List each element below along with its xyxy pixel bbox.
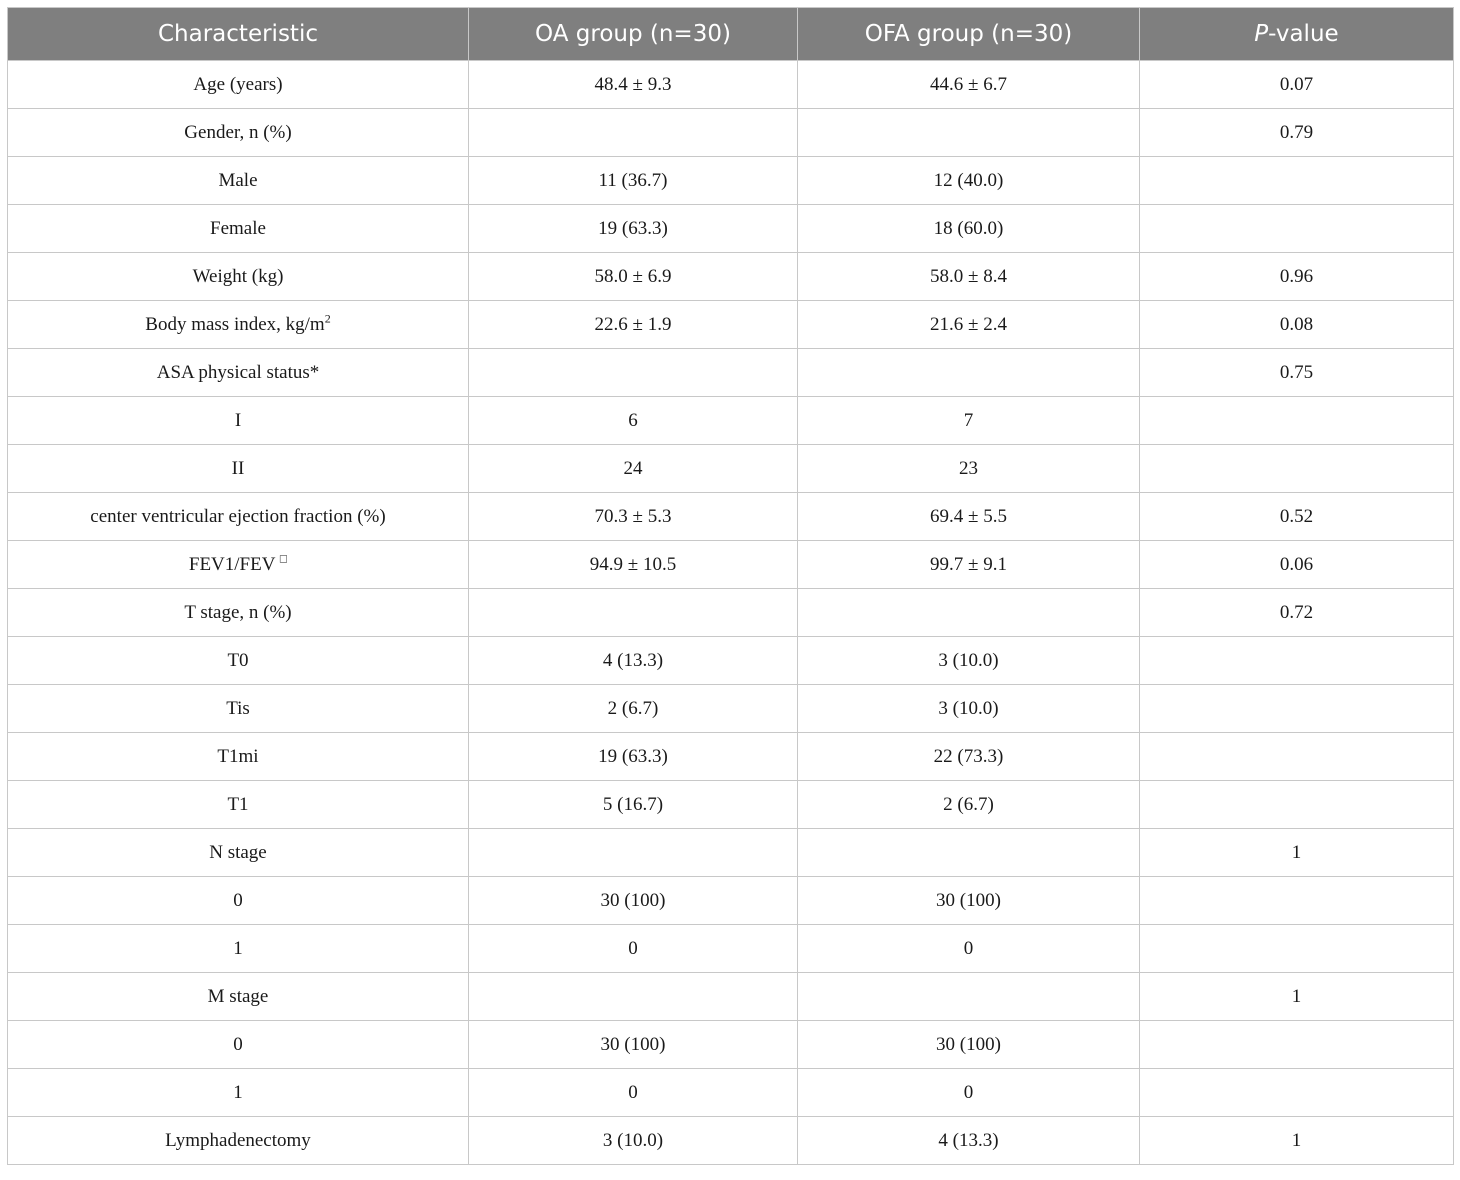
cell-oa-value [469,109,798,157]
table-row [8,781,1454,829]
cell-p-value [1140,157,1454,205]
cell-ofa-value: 30 (100) [798,877,1140,925]
table-row [8,637,1454,685]
header-ofa-group: OFA group (n=30) [798,8,1140,61]
table-row [8,445,1454,493]
cell-oa-value: 30 (100) [469,1021,798,1069]
cell-ofa-value [798,973,1140,1021]
cell-ofa-value: 99.7 ± 9.1 [798,541,1140,589]
cell-characteristic [8,541,469,589]
table-row [8,973,1454,1021]
superscript-text: 2 [324,311,331,326]
cell-oa-value: 0 [469,925,798,973]
table-row [8,829,1454,877]
cell-p-value [1140,925,1454,973]
characteristic-label: Body mass index, kg/m [145,313,325,335]
cell-p-value: 0.72 [1140,589,1454,637]
cell-oa-value: 0 [469,1069,798,1117]
cell-characteristic [8,877,469,925]
cell-ofa-value: 12 (40.0) [798,157,1140,205]
cell-characteristic [8,205,469,253]
cell-p-value [1140,1069,1454,1117]
cell-characteristic [8,781,469,829]
cell-characteristic [8,253,469,301]
table-row [8,1069,1454,1117]
cell-characteristic [8,1117,469,1165]
characteristic-label: FEV1/FEV [188,553,276,575]
cell-oa-value [469,349,798,397]
cell-ofa-value: 58.0 ± 8.4 [798,253,1140,301]
cell-characteristic [8,397,469,445]
cell-characteristic [8,973,469,1021]
cell-ofa-value [798,829,1140,877]
table-row [8,397,1454,445]
characteristic-label: T0 [227,649,249,671]
cell-oa-value: 30 (100) [469,877,798,925]
cell-oa-value: 5 (16.7) [469,781,798,829]
header-characteristic: Characteristic [8,8,469,61]
cell-ofa-value: 22 (73.3) [798,733,1140,781]
cell-p-value: 0.07 [1140,61,1454,109]
characteristic-label: 1 [233,1081,243,1103]
cell-ofa-value: 2 (6.7) [798,781,1140,829]
header-p-value [1140,8,1454,61]
cell-ofa-value: 21.6 ± 2.4 [798,301,1140,349]
cell-ofa-value [798,109,1140,157]
cell-p-value [1140,781,1454,829]
table-row [8,109,1454,157]
characteristics-table [7,7,1454,1165]
header-p-rest: -value [1268,21,1339,47]
characteristic-label: Tis [226,697,250,719]
cell-p-value: 0.75 [1140,349,1454,397]
cell-p-value: 0.06 [1140,541,1454,589]
cell-oa-value: 11 (36.7) [469,157,798,205]
table-row [8,1117,1454,1165]
characteristic-label: T1 [227,793,249,815]
characteristic-label: 0 [233,889,243,911]
header-oa-group: OA group (n=30) [469,8,798,61]
cell-p-value [1140,445,1454,493]
cell-p-value [1140,1021,1454,1069]
characteristic-label: Female [210,217,266,239]
cell-oa-value [469,589,798,637]
characteristic-label: Age (years) [193,73,283,95]
table-row [8,349,1454,397]
table-row [8,925,1454,973]
cell-oa-value: 2 (6.7) [469,685,798,733]
characteristic-label: center ventricular ejection fraction (%) [90,505,386,527]
cell-oa-value: 6 [469,397,798,445]
characteristic-label: I [234,409,242,431]
cell-ofa-value: 30 (100) [798,1021,1140,1069]
cell-ofa-value: 0 [798,925,1140,973]
characteristic-label: Lymphadenectomy [165,1129,311,1151]
cell-characteristic [8,685,469,733]
cell-characteristic [8,493,469,541]
cell-characteristic [8,109,469,157]
cell-p-value: 0.96 [1140,253,1454,301]
table-row [8,301,1454,349]
cell-p-value: 0.79 [1140,109,1454,157]
cell-p-value: 0.08 [1140,301,1454,349]
cell-characteristic [8,637,469,685]
characteristic-label: N stage [209,841,267,863]
characteristic-label: ASA physical status* [156,361,320,383]
cell-oa-value: 22.6 ± 1.9 [469,301,798,349]
cell-ofa-value: 69.4 ± 5.5 [798,493,1140,541]
cell-oa-value: 4 (13.3) [469,637,798,685]
table-body [8,61,1454,1165]
cell-characteristic [8,589,469,637]
cell-oa-value: 94.9 ± 10.5 [469,541,798,589]
cell-ofa-value: 3 (10.0) [798,685,1140,733]
table-row [8,205,1454,253]
cell-p-value [1140,205,1454,253]
table-row [8,877,1454,925]
cell-p-value [1140,685,1454,733]
cell-characteristic [8,445,469,493]
table-row [8,733,1454,781]
cell-oa-value [469,973,798,1021]
cell-ofa-value: 3 (10.0) [798,637,1140,685]
cell-p-value: 1 [1140,1117,1454,1165]
table-row [8,493,1454,541]
cell-ofa-value: 4 (13.3) [798,1117,1140,1165]
cell-ofa-value [798,349,1140,397]
cell-oa-value: 19 (63.3) [469,205,798,253]
cell-ofa-value: 23 [798,445,1140,493]
characteristic-label: Weight (kg) [192,265,284,287]
cell-oa-value [469,829,798,877]
header-row [8,8,1454,61]
cell-oa-value: 70.3 ± 5.3 [469,493,798,541]
cell-ofa-value: 44.6 ± 6.7 [798,61,1140,109]
characteristic-label: Male [218,169,258,191]
cell-ofa-value [798,589,1140,637]
characteristic-label: 0 [233,1033,243,1055]
cell-p-value: 0.52 [1140,493,1454,541]
cell-p-value [1140,637,1454,685]
cell-p-value [1140,733,1454,781]
characteristic-label: T stage, n (%) [184,601,292,623]
characteristics-table-container [7,7,1453,1165]
table-row [8,61,1454,109]
table-row [8,157,1454,205]
cell-ofa-value: 18 (60.0) [798,205,1140,253]
cell-oa-value: 19 (63.3) [469,733,798,781]
table-row [8,541,1454,589]
table-row [8,685,1454,733]
cell-oa-value: 58.0 ± 6.9 [469,253,798,301]
cell-characteristic [8,925,469,973]
cell-characteristic [8,733,469,781]
table-header [8,8,1454,61]
cell-ofa-value: 0 [798,1069,1140,1117]
cell-characteristic [8,157,469,205]
characteristic-label: 1 [233,937,243,959]
cell-characteristic [8,349,469,397]
cell-characteristic [8,1069,469,1117]
characteristic-superscript: □ [279,551,288,566]
table-row [8,253,1454,301]
cell-characteristic [8,61,469,109]
characteristic-label: M stage [207,985,269,1007]
cell-oa-value: 48.4 ± 9.3 [469,61,798,109]
cell-oa-value: 24 [469,445,798,493]
cell-p-value [1140,877,1454,925]
cell-characteristic [8,1021,469,1069]
header-p-italic: P [1254,21,1269,47]
cell-p-value: 1 [1140,973,1454,1021]
cell-p-value: 1 [1140,829,1454,877]
cell-characteristic [8,829,469,877]
cell-oa-value: 3 (10.0) [469,1117,798,1165]
characteristic-label: Gender, n (%) [184,121,292,143]
cell-characteristic [8,301,469,349]
cell-ofa-value: 7 [798,397,1140,445]
table-row [8,589,1454,637]
characteristic-label: T1mi [217,745,259,767]
cell-p-value [1140,397,1454,445]
characteristic-label: II [231,457,245,479]
table-row [8,1021,1454,1069]
